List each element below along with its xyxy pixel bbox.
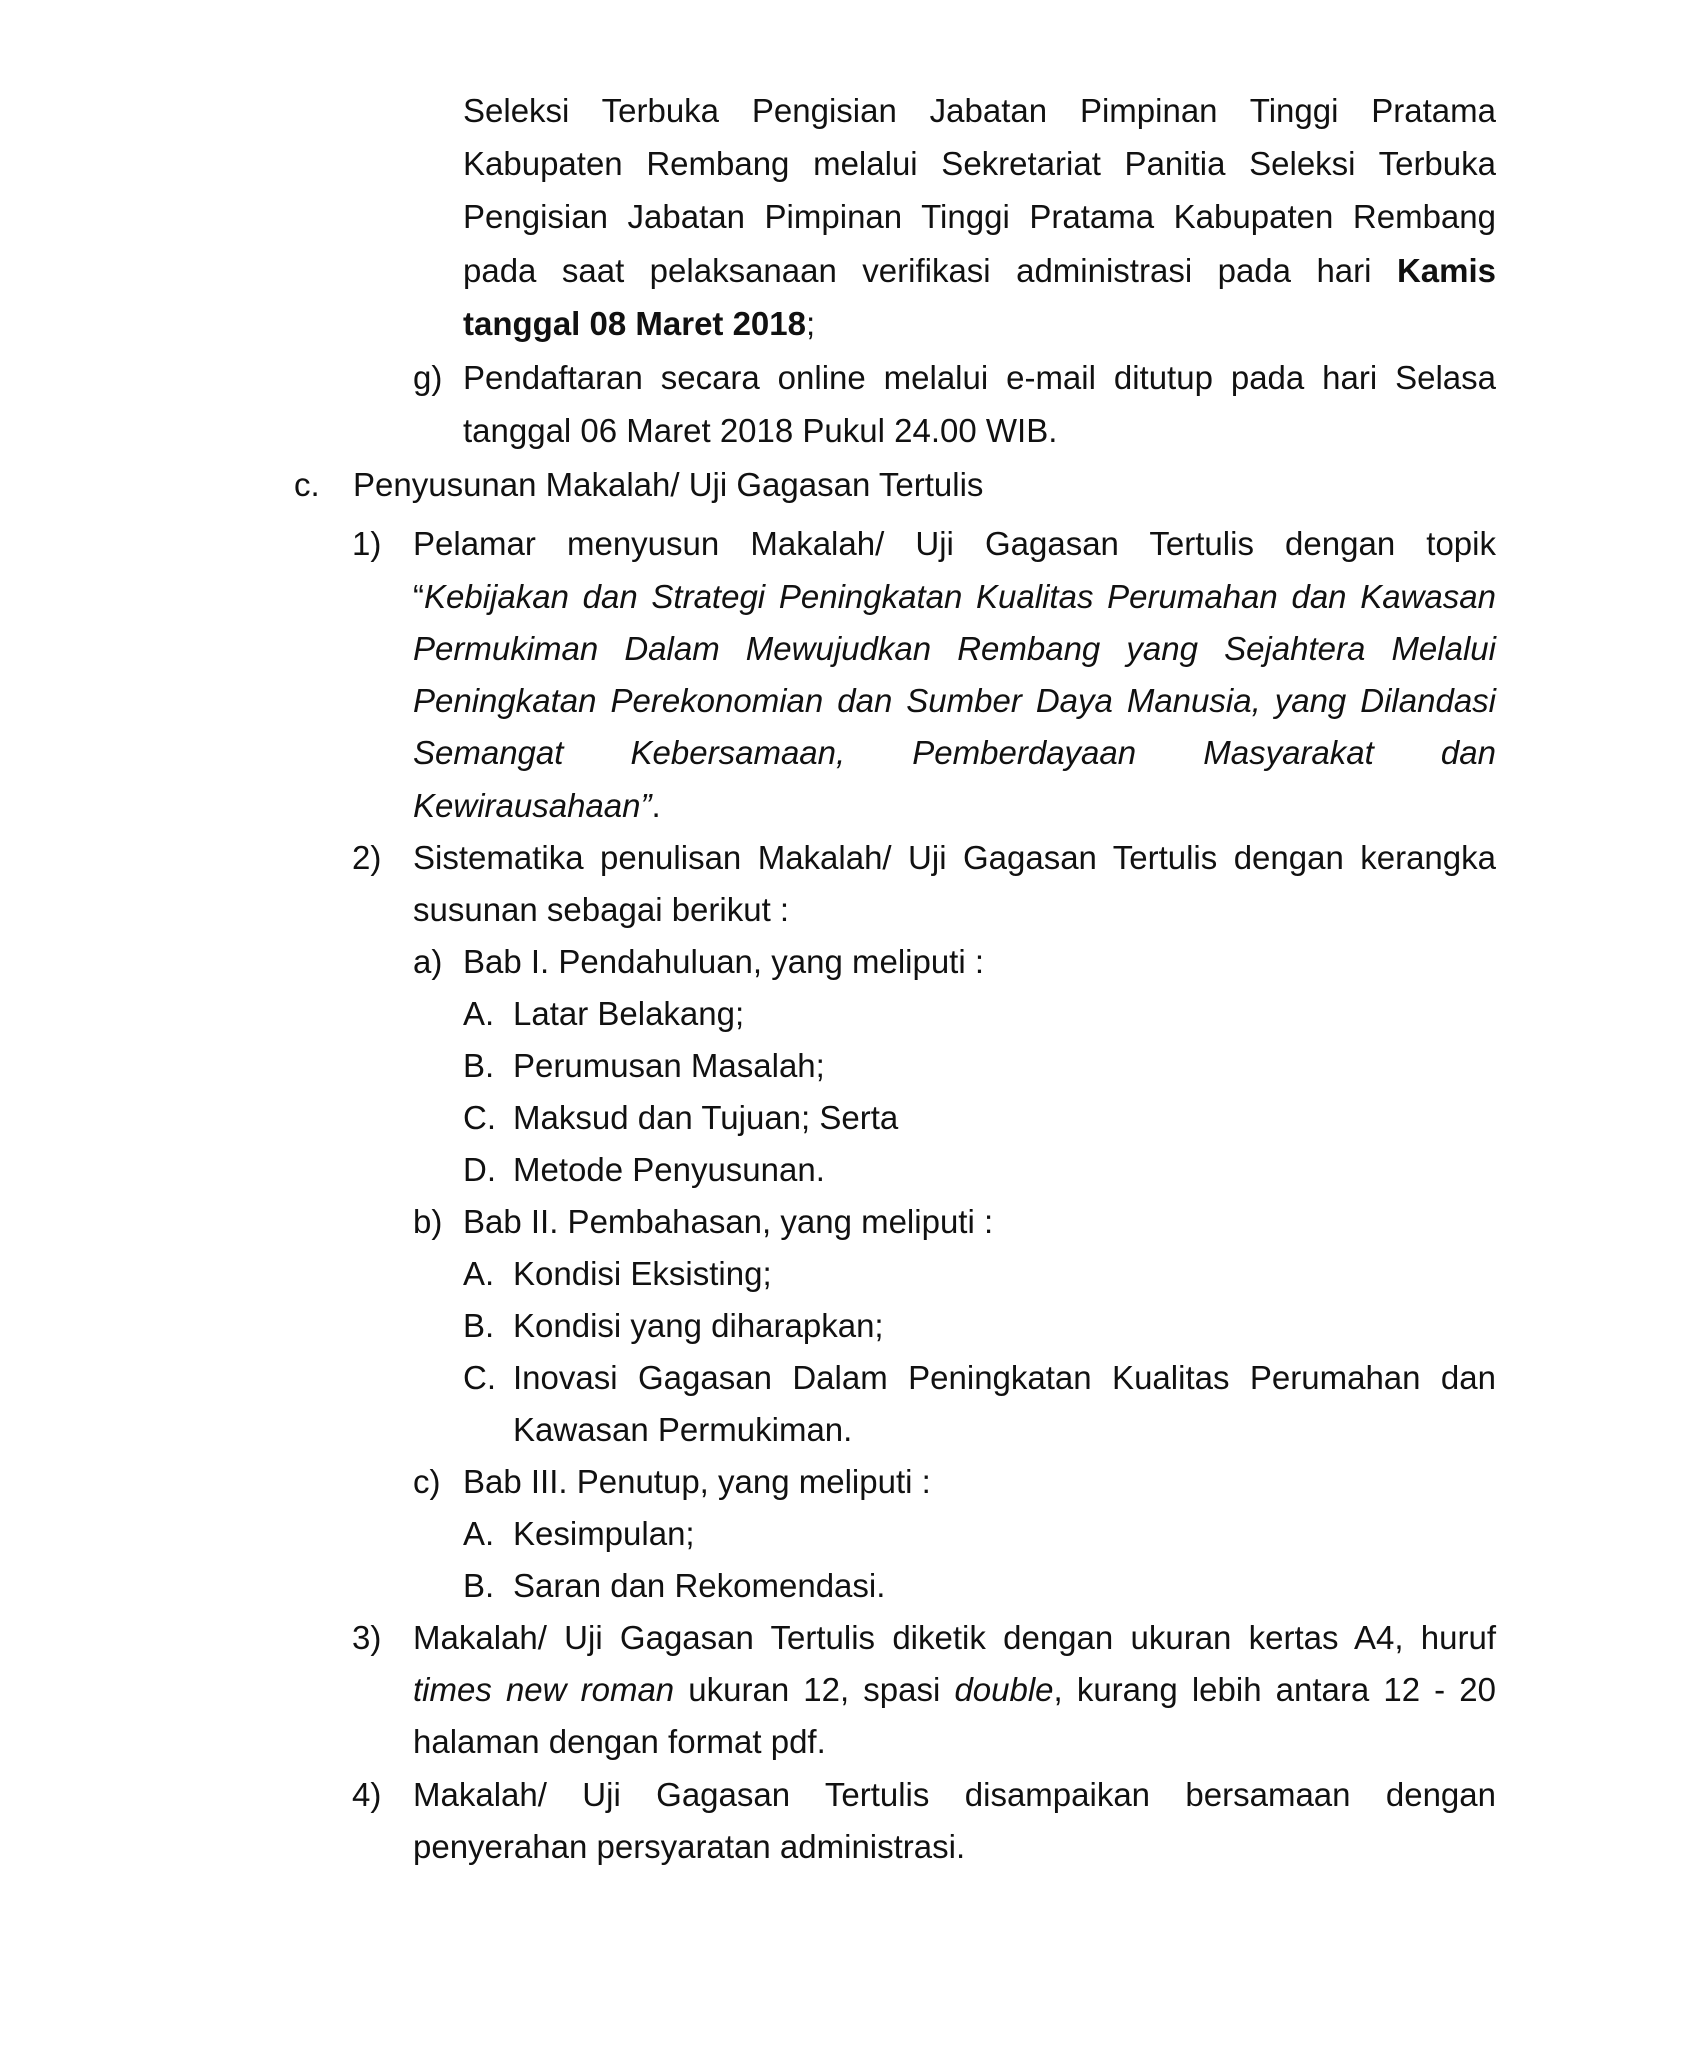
bab-b-item-text: Inovasi Gagasan Dalam Peningkatan Kualitas Perumahan dan [513, 1359, 1496, 1396]
bab-c-item-marker: B. [463, 1567, 495, 1604]
item-3-line-3: halaman dengan format pdf. [413, 1723, 826, 1760]
continuation-bold-day: Kamis [1396, 252, 1496, 289]
bab-c-title: Bab III. Penutup, yang meliputi : [463, 1463, 931, 1500]
continuation-line-5 [463, 298, 1496, 350]
item-g-marker: g) [413, 359, 443, 396]
bab-b-title: Bab II. Pembahasan, yang meliputi : [463, 1203, 994, 1240]
bab-a-item-marker: C. [463, 1099, 496, 1136]
bab-c-item-marker: A. [463, 1515, 495, 1552]
bab-a-item-text: Metode Penyusunan. [513, 1151, 825, 1188]
topic-word: Kebersamaan, [630, 734, 846, 771]
item-2-line-1: Sistematika penulisan Makalah/ Uji Gagasan Tertulis dengan kerangka [413, 839, 1496, 876]
text-run: , kurang lebih antara 12 - 20 [1053, 1671, 1496, 1708]
item-1-line-5 [413, 727, 1496, 779]
topic-end: . [651, 787, 661, 824]
topic-word: Semangat [413, 734, 564, 771]
bab-a-marker: a) [413, 943, 443, 980]
item-1-marker: 1) [352, 525, 382, 562]
bab-b-marker: b) [413, 1203, 443, 1240]
bab-a-item-marker: D. [463, 1151, 496, 1188]
quote-open: “ [413, 578, 424, 615]
bab-b-item-marker: B. [463, 1307, 495, 1344]
topic-word: dan [1440, 734, 1496, 771]
item-1-line-6 [413, 780, 661, 832]
continuation-text: pada saat pelaksanaan verifikasi administrasi pada hari [463, 252, 1372, 289]
item-4-line-1: Makalah/ Uji Gagasan Tertulis disampaikan bersamaan dengan [413, 1776, 1496, 1813]
item-3-marker: 3) [352, 1619, 382, 1656]
item-1-line-2 [413, 571, 1496, 623]
bab-b-item-text: Kawasan Permukiman. [513, 1411, 853, 1448]
item-1-line-3 [413, 623, 1496, 675]
section-c-title: Penyusunan Makalah/ Uji Gagasan Tertulis [353, 466, 984, 503]
continuation-line-2: Kabupaten Rembang melalui Sekretariat Panitia Seleksi Terbuka [463, 145, 1496, 182]
bab-c-marker: c) [413, 1463, 441, 1500]
spacing-italic: double [954, 1671, 1054, 1708]
bab-c-item-text: Kesimpulan; [513, 1515, 695, 1552]
bab-a-title: Bab I. Pendahuluan, yang meliputi : [463, 943, 985, 980]
continuation-end: ; [806, 305, 816, 342]
bab-b-item-marker: C. [463, 1359, 496, 1396]
item-3-line-2 [413, 1664, 1496, 1716]
item-4-line-2: penyerahan persyaratan administrasi. [413, 1828, 966, 1865]
bab-b-item-text: Kondisi Eksisting; [513, 1255, 772, 1292]
bab-a-item-marker: B. [463, 1047, 495, 1084]
topic-italic: Peningkatan Perekonomian dan Sumber Daya Manusia, yang Dilandasi [413, 682, 1496, 719]
item-1-line-4 [413, 675, 1496, 727]
bab-a-item-text: Latar Belakang; [513, 995, 745, 1032]
bab-b-item-text: Kondisi yang diharapkan; [513, 1307, 884, 1344]
continuation-bold-date: tanggal 08 Maret 2018 [463, 305, 806, 342]
item-g-line-2: tanggal 06 Maret 2018 Pukul 24.00 WIB. [463, 412, 1058, 449]
font-name-italic: times new roman [413, 1671, 675, 1708]
continuation-line-3: Pengisian Jabatan Pimpinan Tinggi Pratama Kabupaten Rembang [463, 198, 1496, 235]
section-c-marker: c. [294, 466, 320, 503]
topic-word: Pemberdayaan [912, 734, 1137, 771]
item-2-marker: 2) [352, 839, 382, 876]
item-g-line-1: Pendaftaran secara online melalui e-mail ditutup pada hari Selasa [463, 359, 1496, 396]
topic-italic: Permukiman Dalam Mewujudkan Rembang yang Sejahtera Melalui [413, 630, 1496, 667]
item-1-line-1: Pelamar menyusun Makalah/ Uji Gagasan Tertulis dengan topik [413, 525, 1496, 562]
bab-a-item-text: Perumusan Masalah; [513, 1047, 825, 1084]
continuation-line-1: Seleksi Terbuka Pengisian Jabatan Pimpinan Tinggi Pratama [463, 92, 1496, 129]
continuation-line-4 [463, 245, 1496, 297]
item-4-marker: 4) [352, 1776, 382, 1813]
bab-c-item-text: Saran dan Rekomendasi. [513, 1567, 886, 1604]
topic-italic: Kebijakan dan Strategi Peningkatan Kualitas Perumahan dan Kawasan [424, 578, 1496, 615]
bab-a-item-text: Maksud dan Tujuan; Serta [513, 1099, 899, 1136]
bab-a-item-marker: A. [463, 995, 495, 1032]
text-run: ukuran 12, spasi [674, 1671, 955, 1708]
topic-italic: Kewirausahaan” [413, 787, 652, 824]
topic-word: Masyarakat [1203, 734, 1374, 771]
item-3-line-1: Makalah/ Uji Gagasan Tertulis diketik dengan ukuran kertas A4, huruf [413, 1619, 1496, 1656]
bab-b-item-marker: A. [463, 1255, 495, 1292]
item-2-line-2: susunan sebagai berikut : [413, 891, 790, 928]
